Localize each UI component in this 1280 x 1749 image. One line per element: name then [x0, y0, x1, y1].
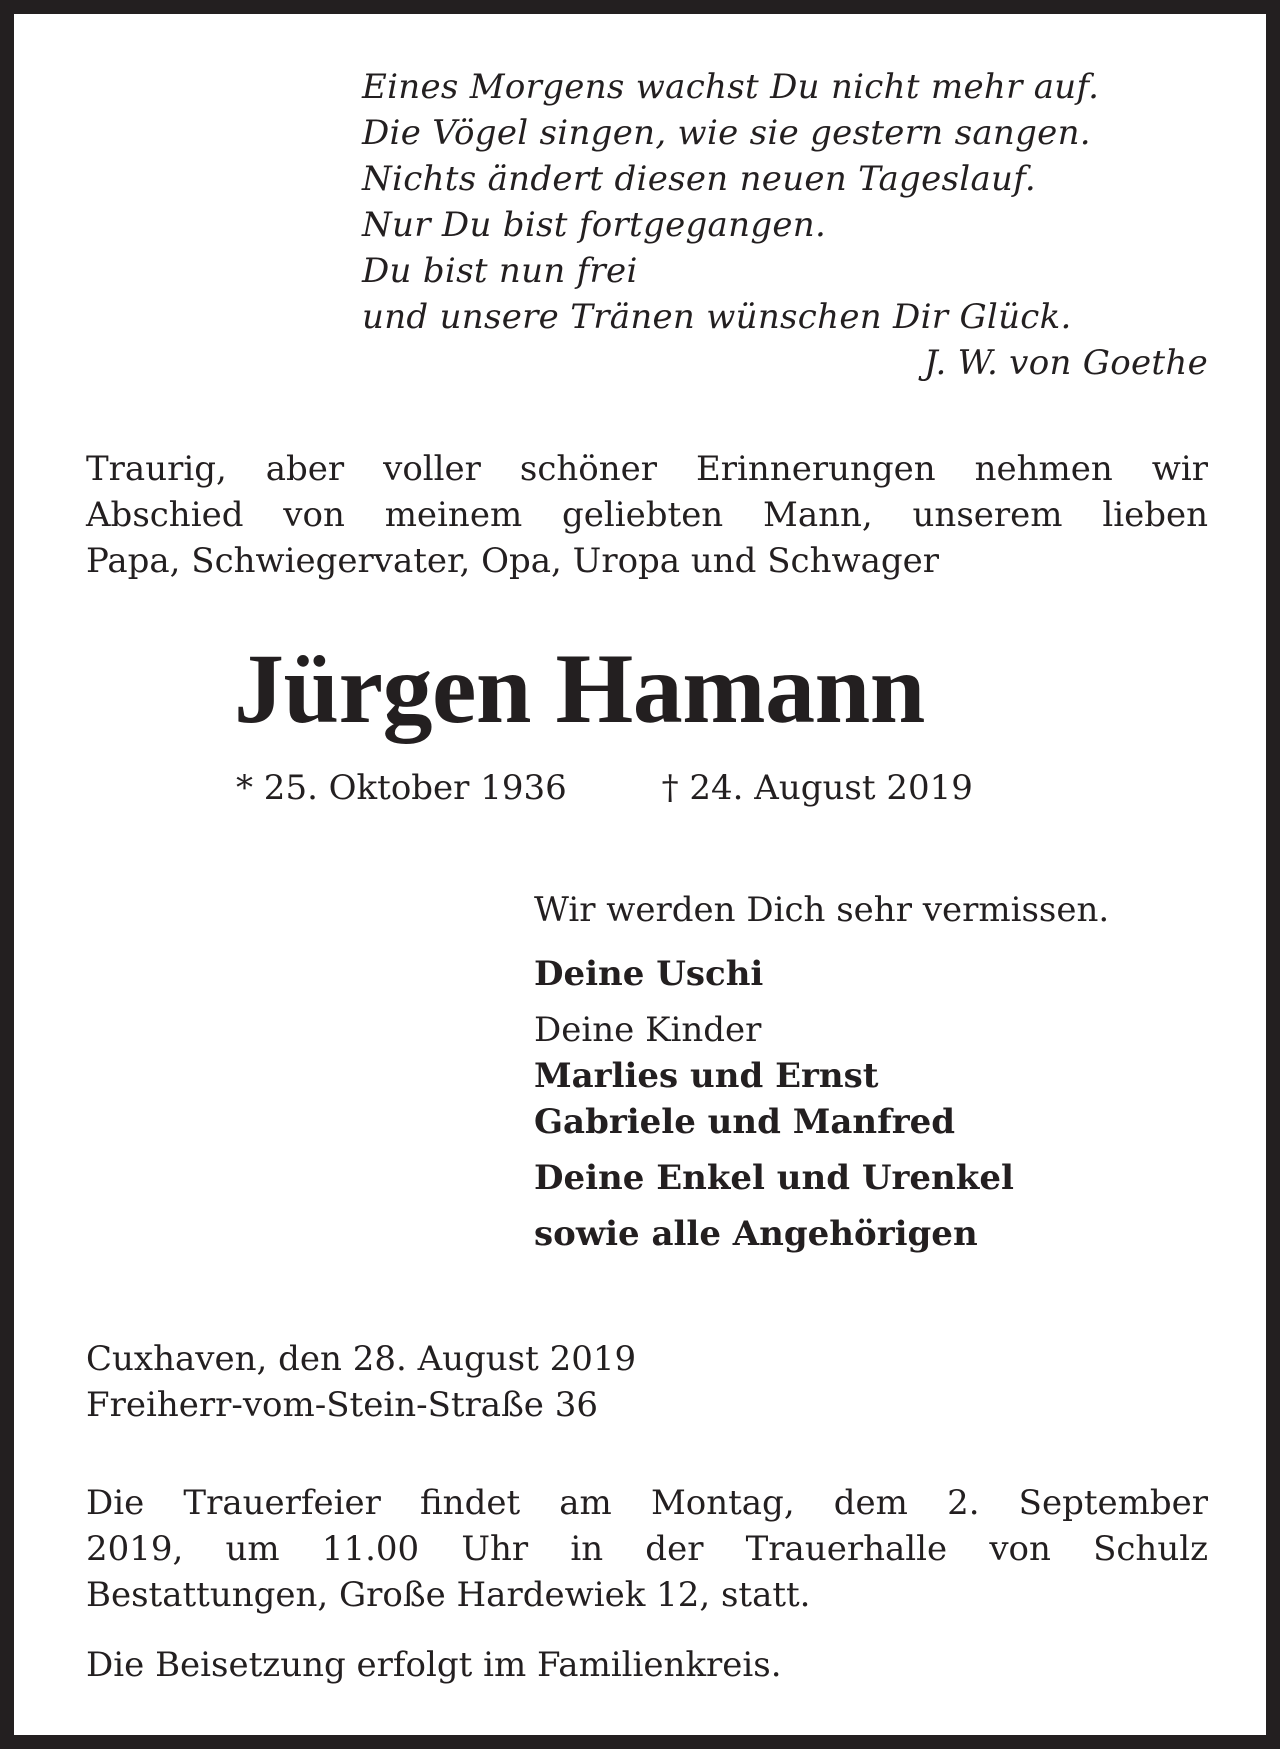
relatives-line: sowie alle Angehörigen [534, 1214, 978, 1254]
burial-note: Die Beisetzung erfolgt im Familienkreis. [86, 1645, 782, 1685]
children-names: Gabriele und Manfred [534, 1102, 956, 1142]
spouse-name: Deine Uschi [534, 954, 764, 994]
ceremony-paragraph [86, 1480, 1208, 1618]
grandchildren-line: Deine Enkel und Urenkel [534, 1158, 1014, 1198]
children-names: Marlies und Ernst [534, 1056, 879, 1096]
mourners-block [534, 887, 1214, 1257]
intro-line: Papa, Schwiegervater, Opa, Uropa und Schwager [86, 541, 939, 581]
birth-date: * 25. Oktober 1936 [236, 768, 567, 808]
poem-line: Du bist nun frei [362, 251, 638, 291]
ceremony-line: Die Trauerfeier findet am Montag, dem 2. September [86, 1483, 1208, 1523]
deceased-name: Jürgen Hamann [234, 633, 925, 744]
poem-line: und unsere Tränen wünschen Dir Glück. [362, 297, 1072, 337]
poem-line: Nur Du bist fortgegangen. [362, 205, 827, 245]
obituary-notice [14, 14, 1266, 1735]
poem-author: J. W. von Goethe [924, 343, 1208, 383]
poem-line: Nichts ändert diesen neuen Tageslauf. [362, 159, 1036, 199]
life-dates [236, 766, 973, 810]
death-date: † 24. August 2019 [661, 768, 973, 808]
address: Freiherr-vom-Stein-Straße 36 [86, 1385, 598, 1425]
intro-paragraph [86, 446, 1208, 584]
intro-line: Abschied von meinem geliebten Mann, unserem lieben [86, 495, 1208, 535]
intro-line: Traurig, aber voller schöner Erinnerungen nehmen wir [86, 449, 1208, 489]
poem-line: Eines Morgens wachst Du nicht mehr auf. [362, 67, 1100, 107]
farewell-line: Wir werden Dich sehr vermissen. [534, 890, 1110, 930]
poem-quote [362, 64, 1208, 386]
poem-line: Die Vögel singen, wie sie gestern sangen. [362, 113, 1091, 153]
city-date: Cuxhaven, den 28. August 2019 [86, 1339, 637, 1379]
place-and-date [86, 1336, 636, 1428]
ceremony-line: 2019, um 11.00 Uhr in der Trauerhalle von Schulz [86, 1529, 1208, 1569]
ceremony-line: Bestattungen, Große Hardewiek 12, statt. [86, 1575, 811, 1615]
children-label: Deine Kinder [534, 1010, 762, 1050]
